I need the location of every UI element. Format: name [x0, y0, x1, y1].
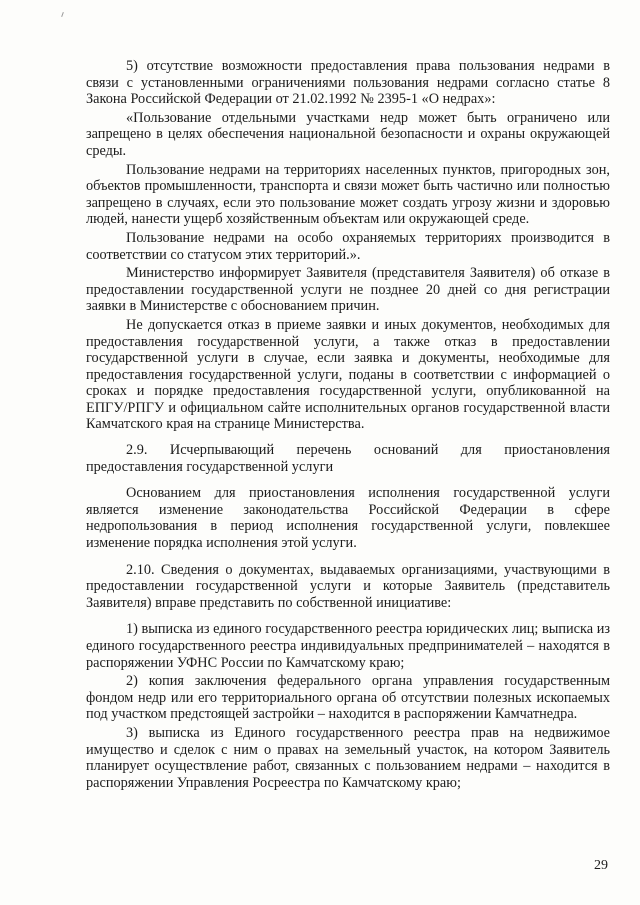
paragraph-refusal-not-allowed: Не допускается отказ в приеме заявки и иных документов, необходимых для предоставления государственной услуги, а также отказ в предоставлении государственной услуги в случае, если заявка и документы, необходимые для предоставления государственной услуги, поданы в соответствии с информацией о сроках и порядке предоставления государственной услуги, опубликованной на ЕПГУ/РПГУ и официальном сайте исполнительных органов государственной власти Камчатского края на странице Министерства. — [86, 316, 610, 433]
list-item-3: 3) выписка из Единого государственного реестра прав на недвижимое имущество и сделок с ним о правах на земельный участок, на котором Заявитель планирует осуществление работ, связанных с пользованием недрами – находится в распоряжении Управления Росреестра по Камчатскому краю; — [86, 724, 610, 791]
paragraph-item-5: 5) отсутствие возможности предоставления права пользования недрами в связи с установленными ограничениями пользования недрами согласно статье 8 Закона Российской Федерации от 21.02.1992 № 2395-1 «О недрах»: — [86, 58, 610, 108]
quote-paragraph-restriction: «Пользование отдельными участками недр может быть ограничено или запрещено в целях обеспечения национальной безопасности и охраны окружающей среды. — [86, 109, 610, 159]
list-item-1: 1) выписка из единого государственного реестра юридических лиц; выписка из единого государственного реестра индивидуальных предпринимателей – находятся в распоряжении УФНС России по Камчатскому краю; — [86, 621, 610, 671]
scan-mark — [61, 12, 64, 17]
paragraph-refusal-notice: Министерство информирует Заявителя (представителя Заявителя) об отказе в предоставлении государственной услуги не позднее 20 дней со дня регистрации заявки в Министерстве с обоснованием причин. — [86, 265, 610, 315]
quote-paragraph-protected-areas: Пользование недрами на особо охраняемых территориях производится в соответствии со статусом этих территорий.». — [86, 229, 610, 263]
page-number: 29 — [594, 858, 608, 873]
quote-paragraph-settlements: Пользование недрами на территориях населенных пунктов, пригородных зон, объектов промышленности, транспорта и связи может быть частично или полностью запрещено в случаях, если это пользование может создать угрозу жизни и здоровью людей, нанести ущерб хозяйственным объектам или окружающей среде. — [86, 161, 610, 228]
section-heading-2-9: 2.9. Исчерпывающий перечень оснований для приостановления предоставления государственной услуги — [86, 442, 610, 475]
list-item-2: 2) копия заключения федерального органа управления государственным фондом недр или его территориального органа об отсутствии полезных ископаемых под участком предстоящей застройки – находится в распоряжении Камчатнедра. — [86, 673, 610, 723]
paragraph-suspension-grounds: Основанием для приостановления исполнения государственной услуги является изменение законодательства Российской Федерации в сфере недропользования в период исполнения государственной услуги, повлекшее изменение порядка исполнения этой услуги. — [86, 485, 610, 552]
section-heading-2-10: 2.10. Сведения о документах, выдаваемых организациями, участвующими в предоставлении государственной услуги и которые Заявитель (представитель Заявителя) вправе представить по собственной инициативе: — [86, 561, 610, 611]
